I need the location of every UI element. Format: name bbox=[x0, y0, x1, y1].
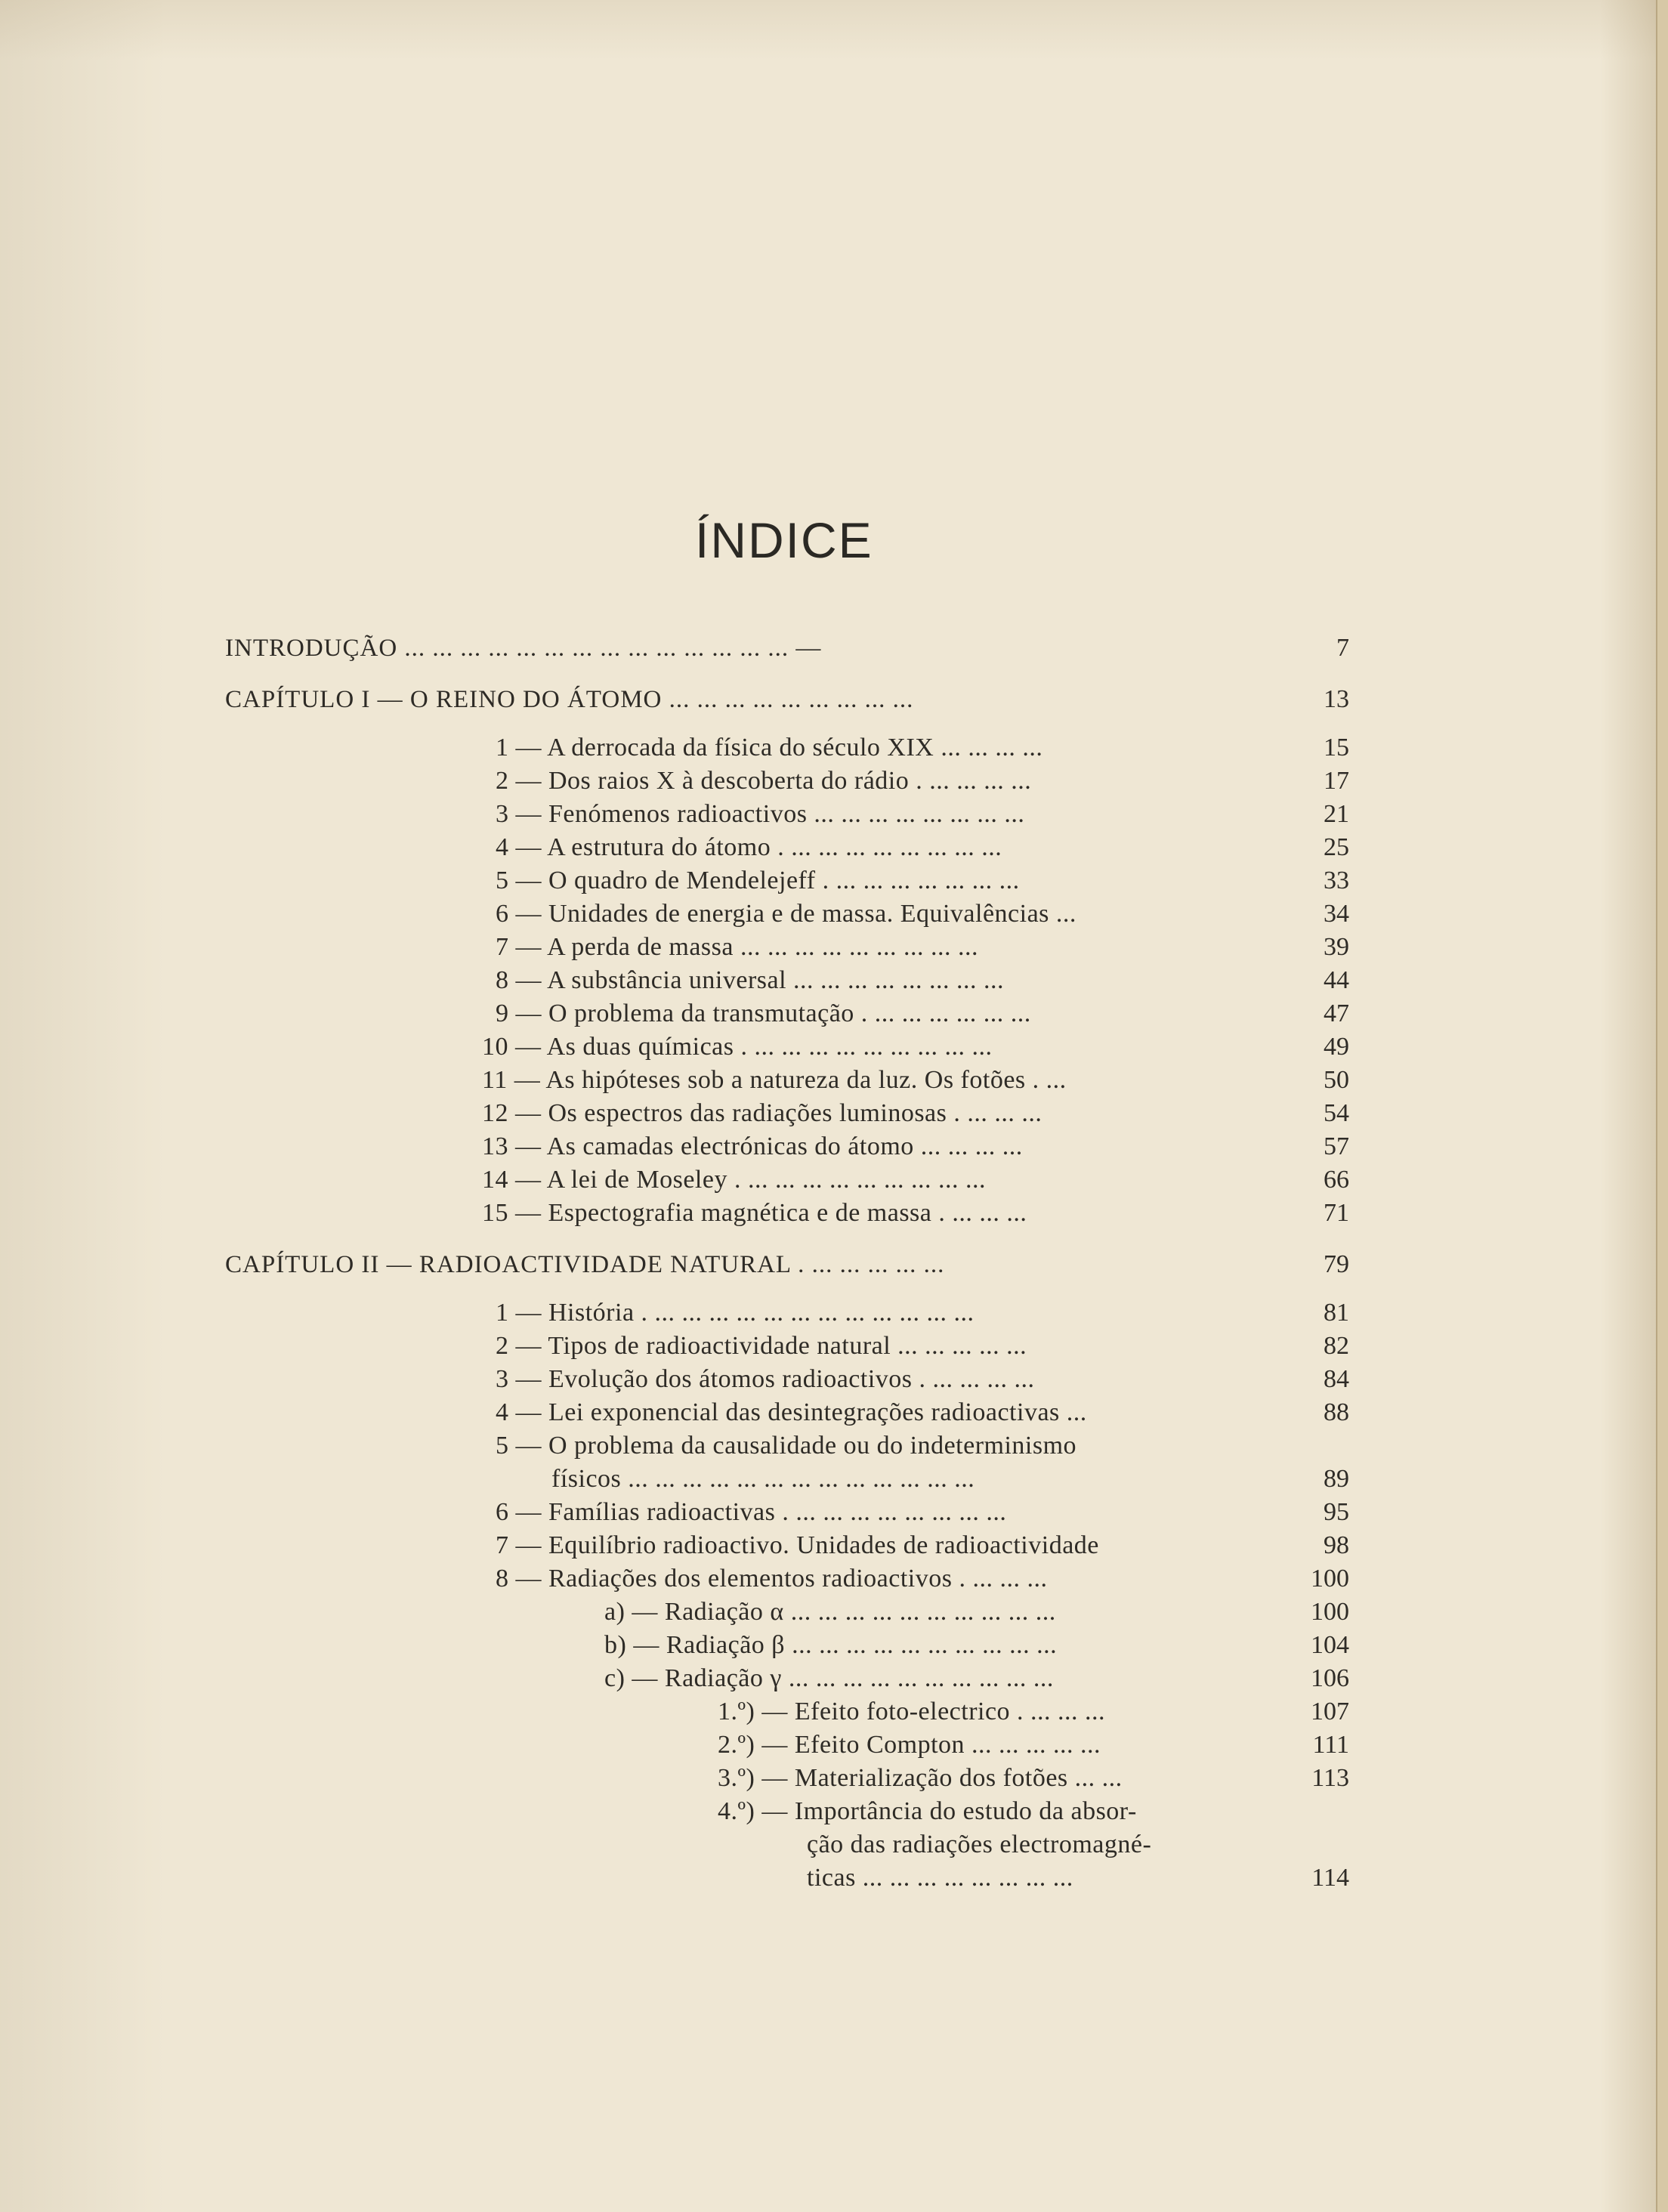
toc-page-number: 13 bbox=[1324, 685, 1349, 713]
page-edge bbox=[1657, 0, 1668, 2212]
toc-subsection: b) — Radiação β ... ... ... ... ... ... ... ... ... ... bbox=[604, 1631, 1058, 1659]
toc-section: 8 — Radiações dos elementos radioactivos . ... ... ... bbox=[496, 1565, 1048, 1593]
toc-subsubsection-continuation: ticas ... ... ... ... ... ... ... ... bbox=[807, 1864, 1073, 1892]
toc-section-continuation: físicos ... ... ... ... ... ... ... ... ... ... ... ... ... bbox=[551, 1465, 975, 1493]
toc-page-number: 34 bbox=[1324, 900, 1349, 928]
toc-page-number: 57 bbox=[1324, 1132, 1349, 1160]
toc-section: 7 — Equilíbrio radioactivo. Unidades de radioactividade bbox=[496, 1531, 1099, 1559]
toc-section: 8 — A substância universal ... ... ... ... ... ... ... ... bbox=[496, 966, 1005, 994]
toc-section: 6 — Famílias radioactivas . ... ... ... ... ... ... ... ... bbox=[496, 1498, 1007, 1526]
toc-page-number: 82 bbox=[1324, 1332, 1349, 1360]
toc-page-number: 89 bbox=[1324, 1465, 1349, 1493]
toc-subsection: c) — Radiação γ ... ... ... ... ... ... ... ... ... ... bbox=[604, 1664, 1054, 1692]
toc-chapter-1: CAPÍTULO I — O REINO DO ÁTOMO ... ... ... ... ... ... ... ... ... bbox=[225, 686, 914, 713]
toc-page-number: 113 bbox=[1311, 1764, 1349, 1792]
toc-page-number: 33 bbox=[1324, 867, 1349, 894]
toc-page-number: 79 bbox=[1324, 1250, 1349, 1278]
toc-section: 9 — O problema da transmutação . ... ... ... ... ... ... bbox=[496, 999, 1031, 1027]
toc-introduction: INTRODUÇÃO ... ... ... ... ... ... ... ... ... ... ... ... ... ... — bbox=[225, 635, 822, 662]
toc-page-number: 114 bbox=[1311, 1864, 1349, 1892]
toc-page-number: 71 bbox=[1324, 1199, 1349, 1227]
toc-section: 1 — A derrocada da física do século XIX ... ... ... ... bbox=[496, 734, 1043, 762]
toc-page-number: 21 bbox=[1324, 800, 1349, 828]
toc-section: 10 — As duas químicas . ... ... ... ... ... ... ... ... ... bbox=[482, 1033, 993, 1061]
toc-subsubsection: 2.º) — Efeito Compton ... ... ... ... ... bbox=[718, 1731, 1101, 1759]
toc-page-number: 104 bbox=[1311, 1631, 1349, 1659]
toc-page-number: 81 bbox=[1324, 1299, 1349, 1327]
toc-page-number: 66 bbox=[1324, 1166, 1349, 1194]
toc-page-number: 7 bbox=[1336, 634, 1349, 662]
toc-page-number: 88 bbox=[1324, 1398, 1349, 1426]
toc-page-number: 111 bbox=[1312, 1731, 1349, 1759]
toc-page-number: 47 bbox=[1324, 999, 1349, 1027]
toc-section: 2 — Tipos de radioactividade natural ... ... ... ... ... bbox=[496, 1332, 1027, 1360]
toc-page-number: 98 bbox=[1324, 1531, 1349, 1559]
toc-section: 15 — Espectografia magnética e de massa . ... ... ... bbox=[482, 1199, 1027, 1227]
toc-page-number: 49 bbox=[1324, 1033, 1349, 1061]
toc-section: 3 — Evolução dos átomos radioactivos . ... ... ... ... bbox=[496, 1365, 1035, 1393]
toc-section: 3 — Fenómenos radioactivos ... ... ... ... ... ... ... ... bbox=[496, 800, 1025, 828]
toc-section: 4 — Lei exponencial das desintegrações radioactivas ... bbox=[496, 1398, 1087, 1426]
toc-subsubsection: 4.º) — Importância do estudo da absor- bbox=[718, 1797, 1137, 1825]
toc-page-number: 50 bbox=[1324, 1066, 1349, 1094]
toc-page-number: 25 bbox=[1324, 833, 1349, 861]
toc-section: 14 — A lei de Moseley . ... ... ... ... ... ... ... ... ... bbox=[482, 1166, 986, 1194]
toc-subsubsection: 3.º) — Materialização dos fotões ... ... bbox=[718, 1764, 1123, 1792]
toc-subsubsection-continuation: ção das radiações electromagné- bbox=[807, 1830, 1152, 1858]
page-title: ÍNDICE bbox=[695, 512, 873, 568]
toc-section: 6 — Unidades de energia e de massa. Equivalências ... bbox=[496, 900, 1076, 928]
toc-page-number: 84 bbox=[1324, 1365, 1349, 1393]
toc-page-number: 100 bbox=[1311, 1565, 1349, 1593]
toc-chapter-2: CAPÍTULO II — RADIOACTIVIDADE NATURAL . ... ... ... ... ... bbox=[225, 1251, 945, 1278]
toc-subsection: a) — Radiação α ... ... ... ... ... ... ... ... ... ... bbox=[604, 1598, 1056, 1626]
toc-section: 11 — As hipóteses sob a natureza da luz. Os fotões . ... bbox=[482, 1066, 1067, 1094]
toc-section: 5 — O problema da causalidade ou do indeterminismo bbox=[496, 1432, 1077, 1460]
toc-section: 7 — A perda de massa ... ... ... ... ... ... ... ... ... bbox=[496, 933, 978, 961]
toc-page-number: 44 bbox=[1324, 966, 1349, 994]
toc-page-number: 106 bbox=[1311, 1664, 1349, 1692]
toc-section: 13 — As camadas electrónicas do átomo ... ... ... ... bbox=[482, 1132, 1023, 1160]
toc-section: 5 — O quadro de Mendelejeff . ... ... ... ... ... ... ... bbox=[496, 867, 1020, 894]
toc-section: 12 — Os espectros das radiações luminosas . ... ... ... bbox=[482, 1099, 1042, 1127]
toc-page-number: 54 bbox=[1324, 1099, 1349, 1127]
toc-section: 2 — Dos raios X à descoberta do rádio . ... ... ... ... bbox=[496, 767, 1032, 795]
toc-page-number: 95 bbox=[1324, 1498, 1349, 1526]
toc-page-number: 15 bbox=[1324, 734, 1349, 762]
toc-page-number: 107 bbox=[1311, 1698, 1349, 1725]
toc-page-number: 100 bbox=[1311, 1598, 1349, 1626]
toc-section: 4 — A estrutura do átomo . ... ... ... ... ... ... ... ... bbox=[496, 833, 1002, 861]
toc-page-number: 17 bbox=[1324, 767, 1349, 795]
toc-subsubsection: 1.º) — Efeito foto-electrico . ... ... ... bbox=[718, 1698, 1106, 1725]
toc-section: 1 — História . ... ... ... ... ... ... ... ... ... ... ... ... bbox=[496, 1299, 975, 1327]
toc-page-number: 39 bbox=[1324, 933, 1349, 961]
